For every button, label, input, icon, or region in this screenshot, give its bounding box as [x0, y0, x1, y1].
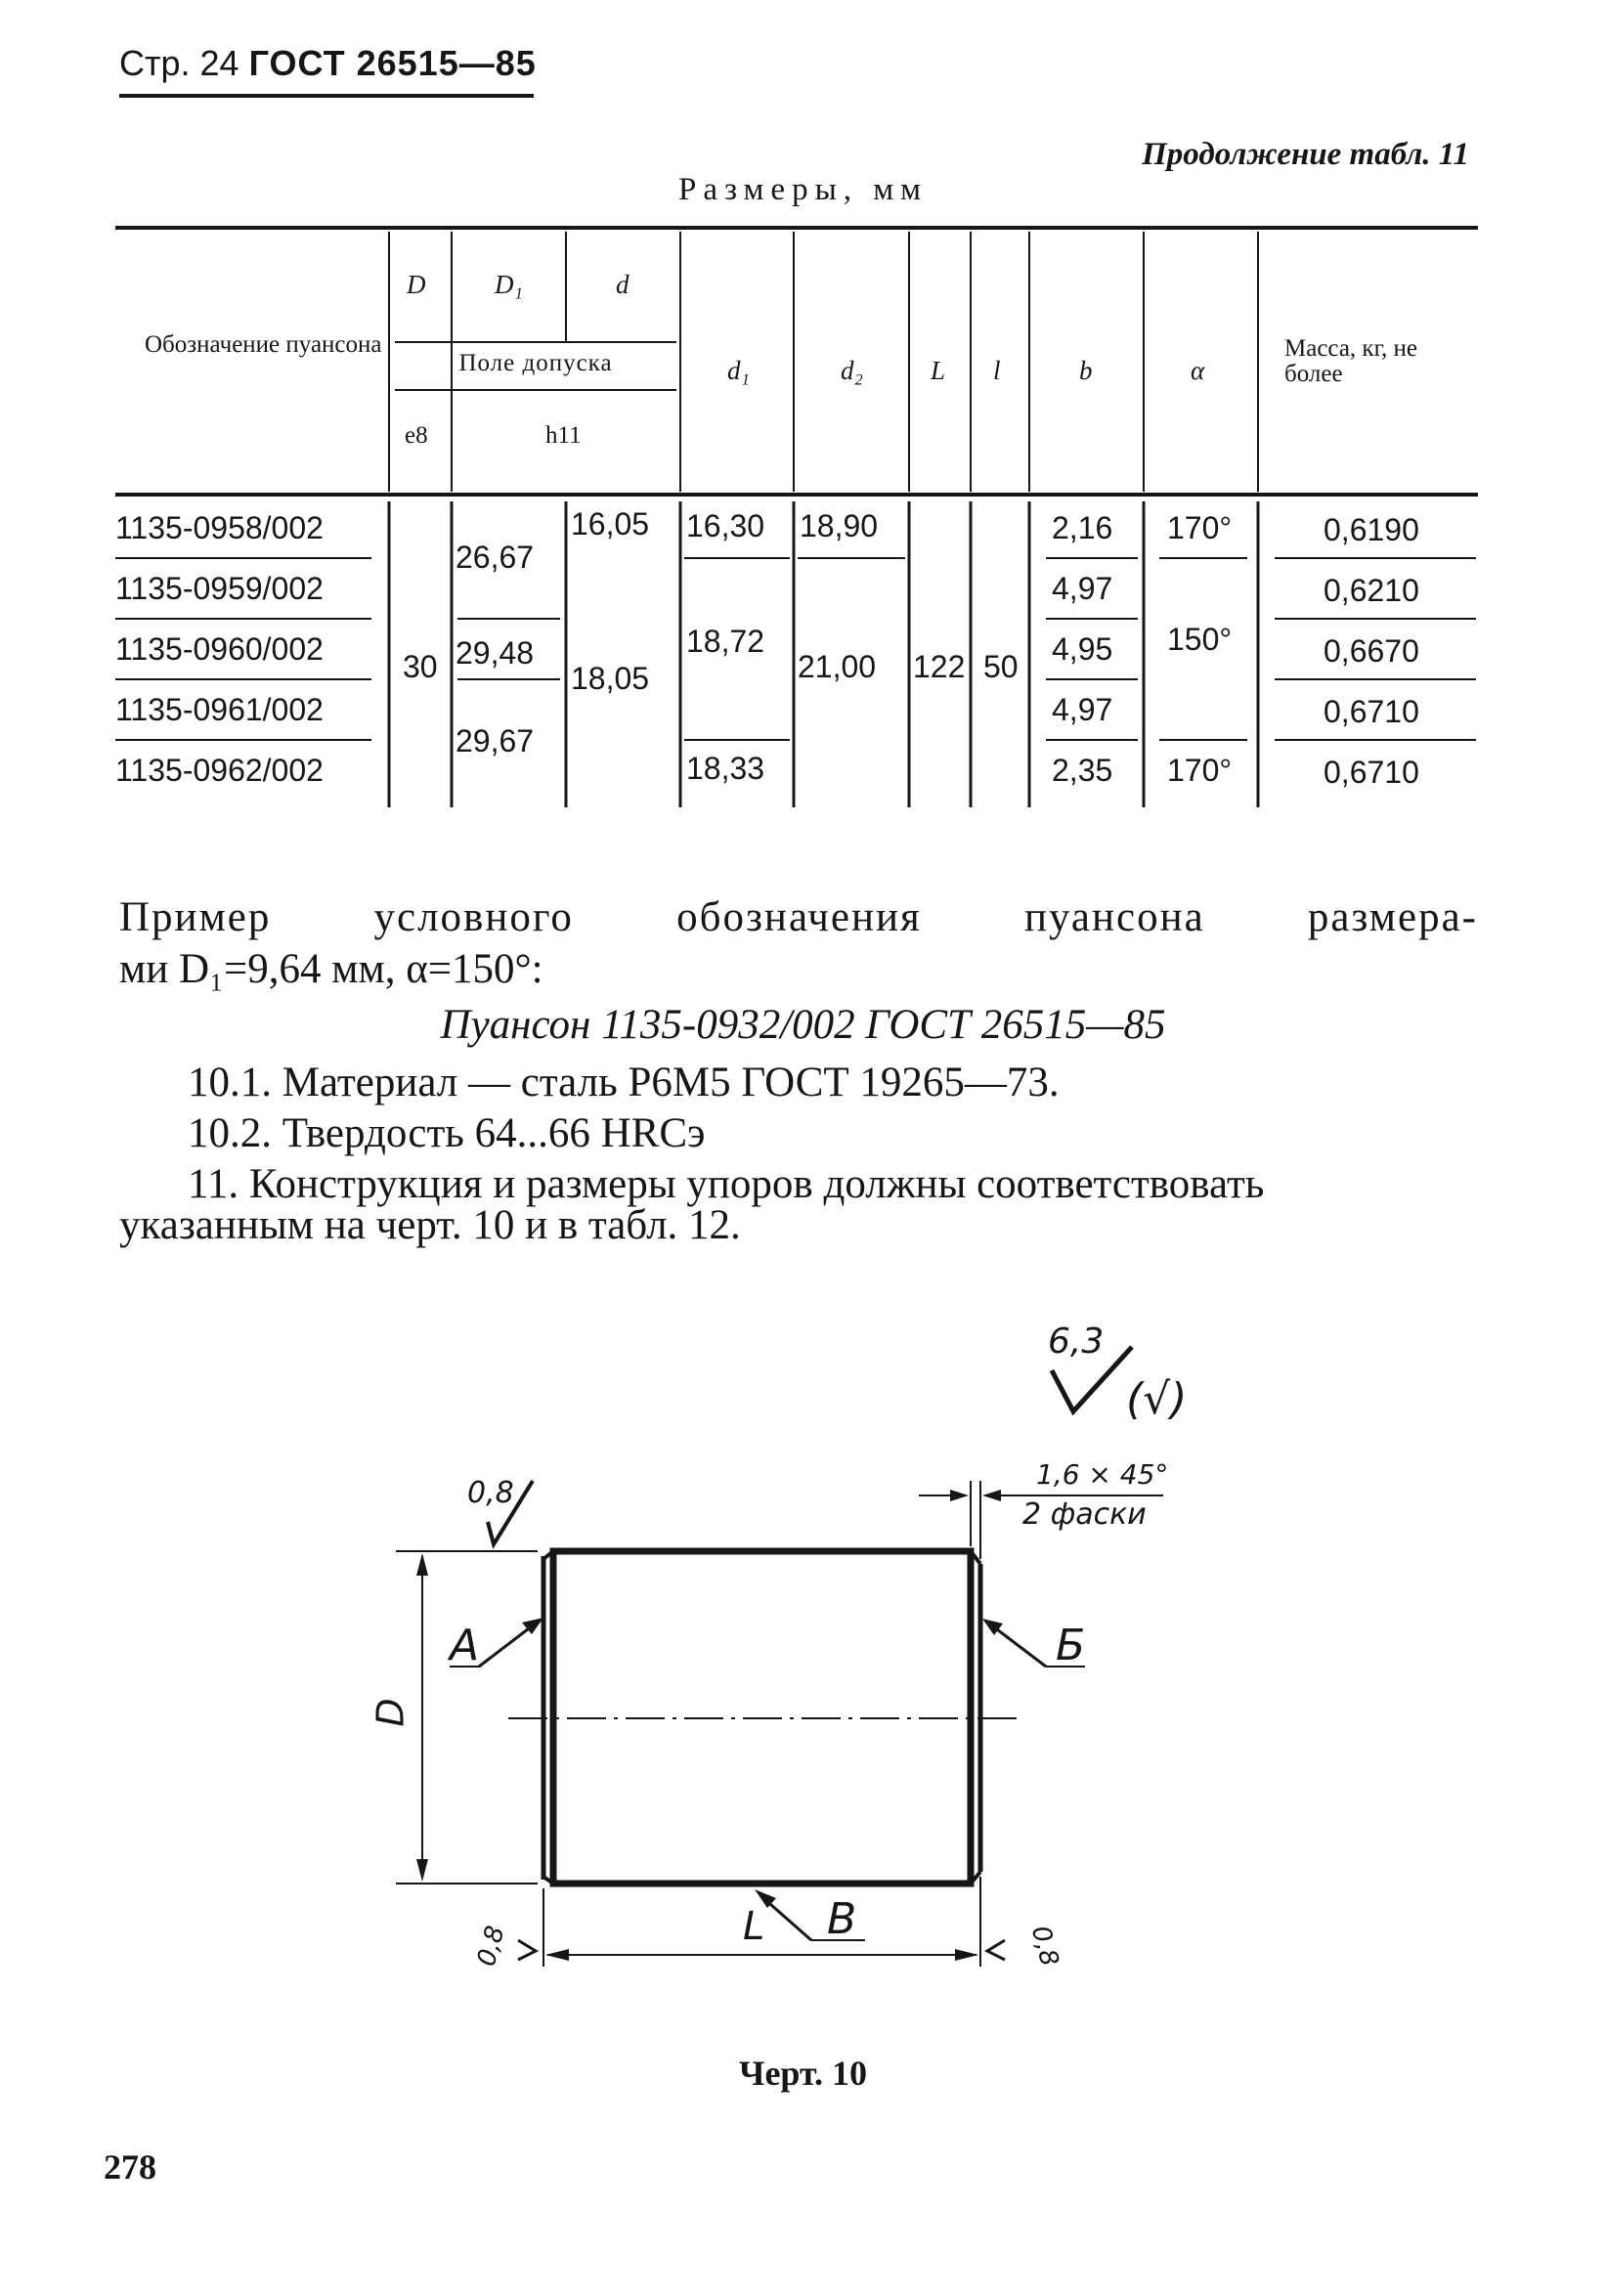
cell-designation: 1135-0959/002	[115, 571, 324, 606]
cell-D: 30	[403, 649, 438, 684]
dimension-D: D	[369, 1698, 412, 1727]
header-d1: d₁	[727, 356, 750, 385]
cell-d: 16,05	[571, 506, 650, 542]
clause-11-line-1: 11. Конструкция и размеры упоров должны соответствовать	[188, 1161, 1265, 1207]
header-D1: D₁	[495, 270, 523, 299]
cell-b: 4,97	[1052, 571, 1113, 606]
header-tol-h11: h11	[545, 422, 582, 449]
cell-mass: 0,6190	[1324, 512, 1419, 547]
drawing-10	[369, 1321, 1251, 2014]
roughness-top: 0,8	[467, 1476, 514, 1510]
header-d2: d₂	[841, 356, 863, 385]
roughness-main: 6,3	[1048, 1321, 1105, 1362]
cell-designation: 1135-0958/002	[115, 510, 324, 545]
example-designation: Пуансон 1135-0932/002 ГОСТ 26515—85	[440, 1002, 1166, 1048]
cell-D1: 29,67	[456, 723, 535, 758]
dimension-L: L	[743, 1904, 765, 1949]
roughness-left: 0,8	[471, 1923, 511, 1970]
cell-mass: 0,6210	[1324, 573, 1419, 608]
clause-11-line-2: указанным на черт. 10 и в табл. 12.	[119, 1202, 741, 1248]
cell-alpha: 150°	[1167, 622, 1233, 657]
cell-b: 2,16	[1052, 510, 1113, 545]
cell-designation: 1135-0960/002	[115, 631, 324, 667]
cell-d2: 21,00	[798, 649, 877, 684]
header-tol-e8: e8	[405, 422, 428, 449]
table-continuation: Продолжение табл. 11	[1142, 137, 1469, 172]
example-line-1: Пример условного обозначения пуансона размера-	[119, 894, 1478, 940]
header-d: d	[616, 270, 629, 299]
cell-d: 18,05	[571, 661, 650, 696]
header-designation: Обозначение пуансона	[145, 331, 382, 358]
punch-table	[115, 223, 1478, 809]
cell-L: 122	[913, 649, 966, 684]
cell-designation: 1135-0961/002	[115, 692, 324, 727]
cell-D1: 26,67	[456, 540, 535, 575]
header-tolerance-field: Поле допуска	[458, 350, 613, 376]
cell-d1: 16,30	[686, 508, 765, 543]
clause-10-2: 10.2. Твердость 64...66 HRCэ	[188, 1110, 706, 1156]
chamfer-note: 2 фаски	[1022, 1497, 1147, 1532]
drawing-caption: Черт. 10	[739, 2054, 867, 2093]
header-b: b	[1079, 356, 1093, 385]
cell-designation: 1135-0962/002	[115, 753, 324, 788]
roughness-other: (√)	[1126, 1374, 1188, 1424]
header-L: L	[931, 356, 946, 385]
cell-b: 2,35	[1052, 753, 1113, 788]
page-header	[119, 43, 537, 84]
label-A: А	[450, 1621, 480, 1670]
cell-mass: 0,6670	[1324, 633, 1419, 669]
page-number: 278	[104, 2147, 156, 2187]
cell-d1: 18,33	[686, 751, 765, 786]
cell-b: 4,97	[1052, 692, 1113, 727]
cell-l: 50	[983, 649, 1019, 684]
header-l: l	[993, 356, 1001, 385]
header-mass: Масса, кг, не более	[1284, 335, 1417, 387]
page-label: Стр. 24	[119, 43, 239, 83]
table-caption: Размеры, мм	[677, 172, 929, 207]
cell-d1: 18,72	[686, 624, 765, 659]
header-rule	[119, 94, 534, 98]
cell-b: 4,95	[1052, 631, 1113, 667]
standard-title: ГОСТ 26515—85	[248, 43, 537, 83]
clause-10-1: 10.1. Материал — сталь Р6М5 ГОСТ 19265—73.	[188, 1060, 1060, 1105]
cell-alpha: 170°	[1167, 753, 1233, 788]
header-D: D	[407, 270, 426, 299]
cell-d2: 18,90	[800, 508, 879, 543]
cell-mass: 0,6710	[1324, 755, 1419, 790]
stop-drawing	[371, 1329, 1251, 2014]
chamfer-size: 1,6 × 45°	[1036, 1458, 1169, 1491]
label-B: Б	[1056, 1621, 1086, 1670]
cell-alpha: 170°	[1167, 510, 1233, 545]
cell-D1: 29,48	[456, 635, 535, 671]
roughness-right: 0,8	[1024, 1923, 1064, 1970]
cell-mass: 0,6710	[1324, 694, 1419, 729]
example-line-2: ми D₁=9,64 мм, α=150°:	[119, 946, 543, 992]
label-V: В	[827, 1894, 857, 1944]
header-alpha: α	[1191, 356, 1205, 385]
